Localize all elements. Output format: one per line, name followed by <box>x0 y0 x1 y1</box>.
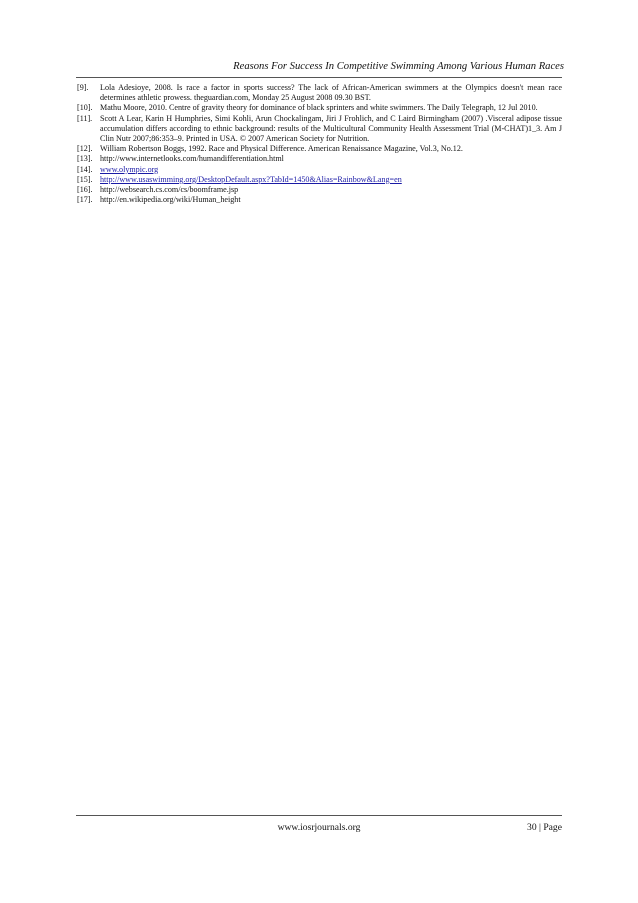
reference-number: [11]. <box>77 113 93 123</box>
reference-link[interactable]: http://www.usaswimming.org/DesktopDefault.aspx?TabId=1450&Alias=Rainbow&Lang=en <box>100 174 402 184</box>
reference-number: [17]. <box>77 195 93 205</box>
reference-text: Lola Adesioye, 2008. Is race a factor in sports success? The lack of African-American swimmers at the Olympics doesn't mean race determines athletic prowess. theguardian.com, Monday 25 August 2008 09.30 BST. <box>100 83 562 103</box>
reference-text: Scott A Lear, Karin H Humphries, Simi Kohli, Arun Chockalingam, Jiri J Frohlich, and C Laird Birmingham (2007) .Visceral adipose tissue accumulation differs according to ethnic background: results of the Multicultural Community Health Assessment Trial (M-CHAT)1_3. Am J Clin Nutr 2007;86:353–9. Printed in USA. © 2007 American Society for Nutrition. <box>100 113 562 144</box>
header-rule <box>76 77 562 78</box>
reference-item <box>77 195 562 205</box>
reference-number: [10]. <box>77 103 93 113</box>
reference-item <box>77 114 562 145</box>
reference-list <box>77 83 562 205</box>
reference-number: [16]. <box>77 185 93 195</box>
reference-link[interactable]: www.olympic.org <box>100 164 159 174</box>
reference-text: http://www.internetlooks.com/humandifferentiation.html <box>100 154 284 164</box>
reference-item <box>77 103 562 113</box>
reference-text: William Robertson Boggs, 1992. Race and Physical Difference. American Renaissance Magazine, Vol.3, No.12. <box>100 144 463 154</box>
reference-number: [12]. <box>77 144 93 154</box>
page-header-title: Reasons For Success In Competitive Swimming Among Various Human Races <box>233 61 564 72</box>
reference-number: [14]. <box>77 164 93 174</box>
reference-number: [13]. <box>77 154 93 164</box>
reference-item <box>77 165 562 175</box>
footer-rule <box>76 815 562 816</box>
reference-text: http://websearch.cs.com/cs/boomframe.jsp <box>100 185 239 195</box>
reference-item <box>77 144 562 154</box>
reference-text: Mathu Moore, 2010. Centre of gravity theory for dominance of black sprinters and white swimmers. The Daily Telegraph, 12 Jul 2010. <box>100 103 538 113</box>
reference-number: [9]. <box>77 83 89 92</box>
reference-item <box>77 154 562 164</box>
reference-item <box>77 83 562 103</box>
reference-item <box>77 185 562 195</box>
reference-item <box>77 175 562 185</box>
footer-page-number: 30 | Page <box>527 822 562 833</box>
footer-site: www.iosrjournals.org <box>277 822 361 833</box>
reference-number: [15]. <box>77 174 93 184</box>
reference-text: http://en.wikipedia.org/wiki/Human_height <box>100 195 241 205</box>
